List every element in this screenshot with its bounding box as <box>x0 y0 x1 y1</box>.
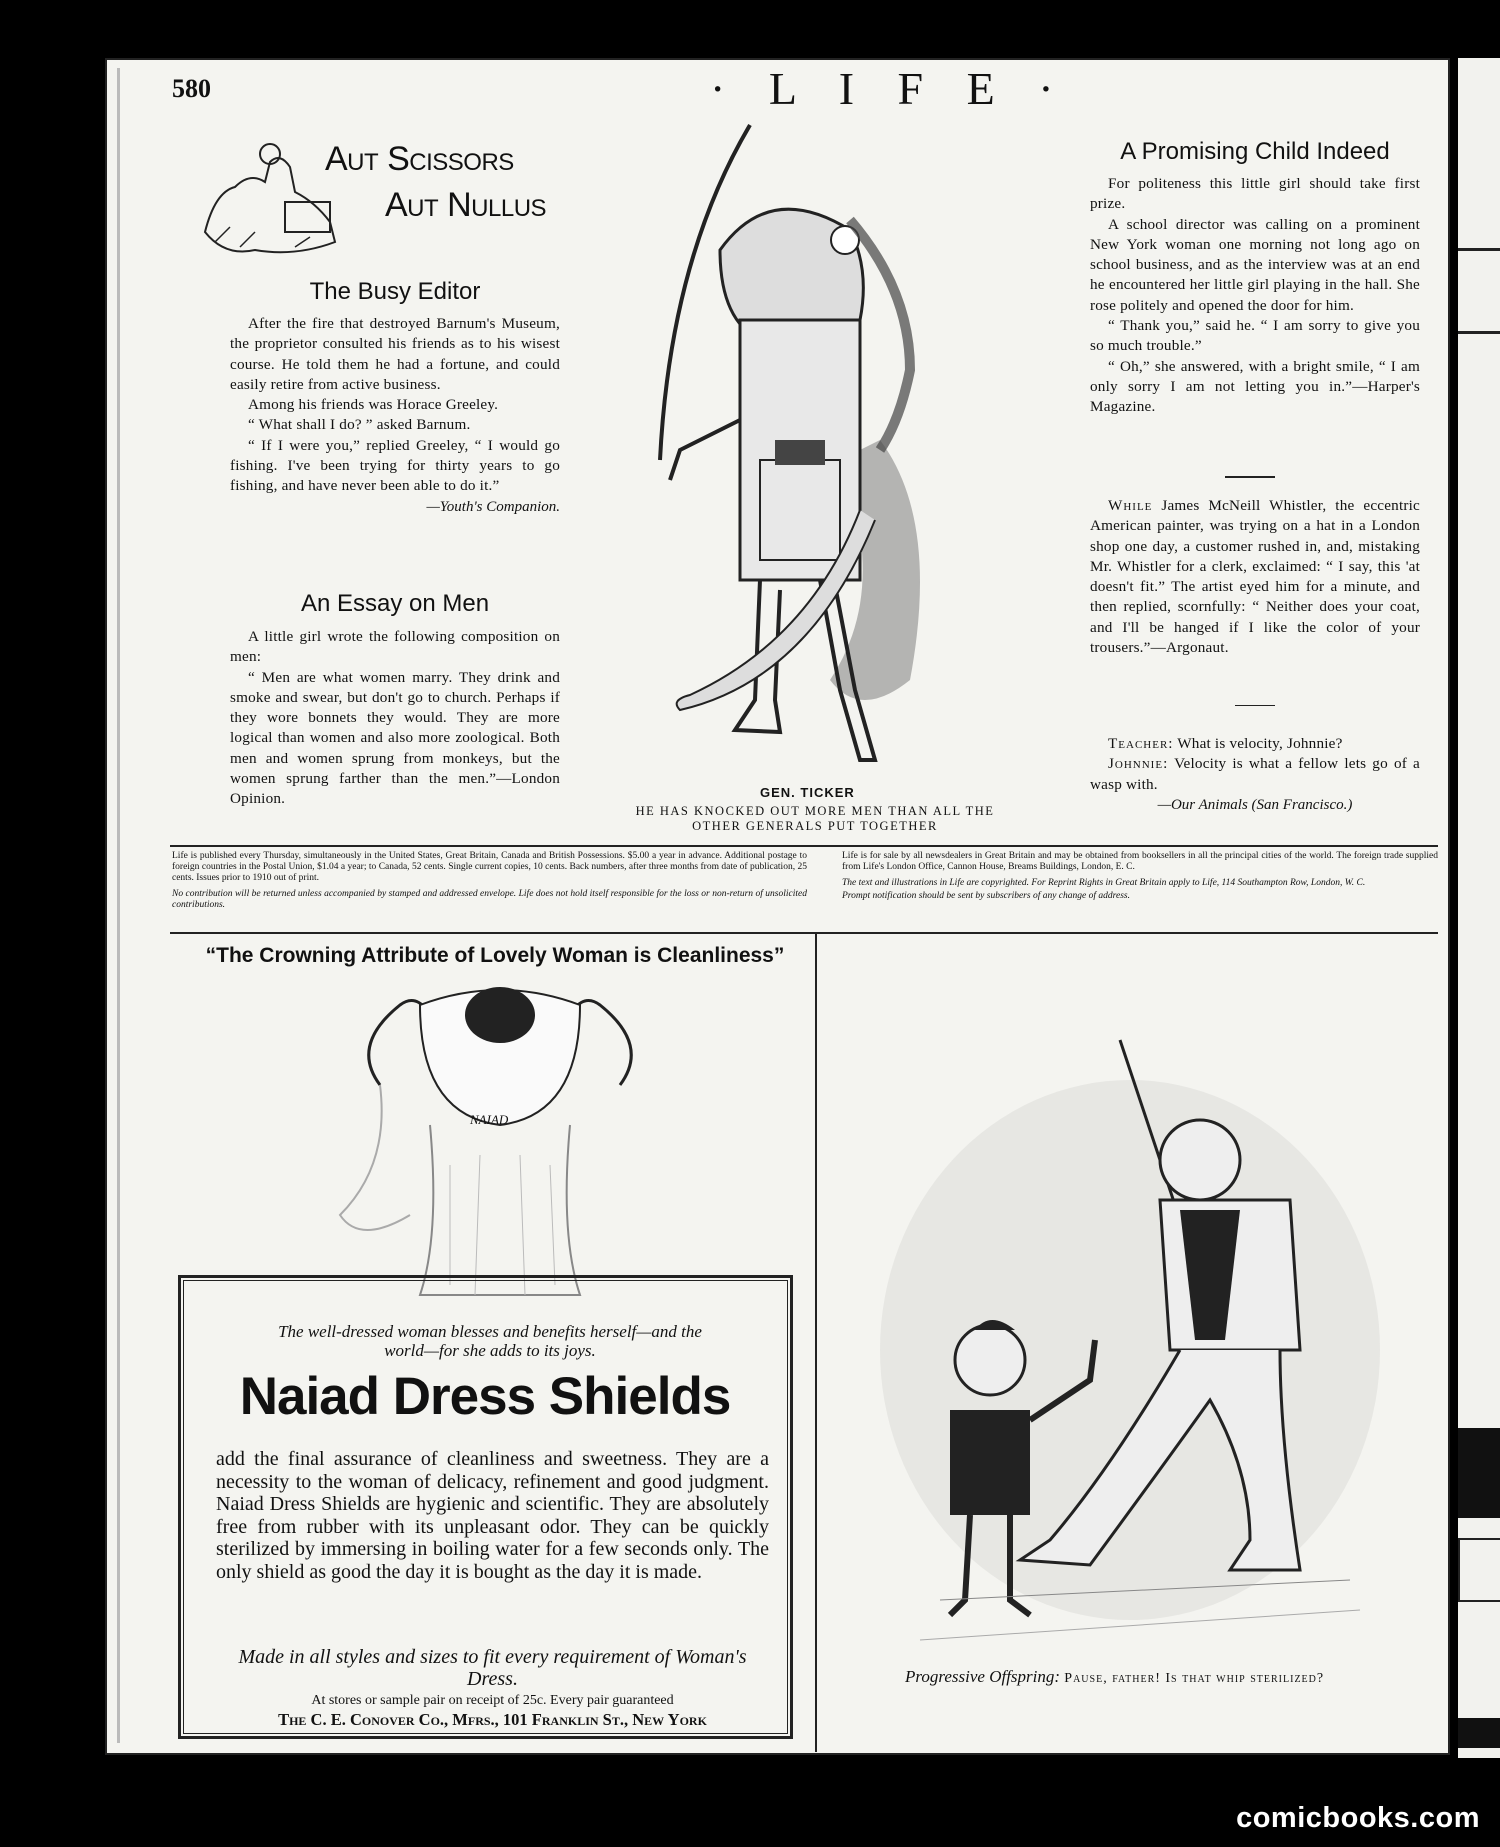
masthead-life: · L I F E · <box>710 63 1070 114</box>
notice-bottom-rule <box>170 932 1438 934</box>
whistler-anecdote <box>1090 496 1420 658</box>
essay-paragraph: “ Men are what women marry. They drink and smoke and swear, but don't go to church. Perhaps if they wore bonnets they would. They are more logical than women and also more zoological. Both men and women sprung from monkeys, but the women sprung farther than the men.”—London Opinion. <box>230 668 560 808</box>
naiad-ad-headline: “The Crowning Attribute of Lovely Woman is Cleanliness” <box>205 944 785 967</box>
essay-article <box>230 627 560 810</box>
whistler-text: James McNeill Whistler, the eccentric American painter, was trying on a hat in a London shop one day, a customer rushed in, and, mistaking Mr. Whistler for a clerk, exclaimed: “ I say, this 'at doesn't fit.” The artist eyed him for a minute, and then replied, scornfully: “ Neither does your coat, and I'll be hanged if I like the color of your trousers.”—Argonaut. <box>1090 497 1420 657</box>
velocity-joke <box>1090 734 1420 814</box>
busy-editor-paragraph: “ What shall I do? ” asked Barnum. <box>248 416 471 434</box>
busy-editor-source: —Youth's Companion. <box>426 498 560 515</box>
naiad-intro: The well-dressed woman blesses and benefits herself—and the world—for she adds to its joys. <box>278 1322 702 1360</box>
gen-ticker-cartoon <box>610 120 1000 780</box>
busy-editor-paragraph: After the fire that destroyed Barnum's Museum, the proprietor consulted his friends as to his wisest course. He told them he had a fortune, and could easily retire from active business. <box>230 315 560 393</box>
editor-vignette-illustration <box>195 132 345 262</box>
notice-right-italic: The text and illustrations in Life are copyrighted. For Reprint Rights in Great Britain apply to Life, 114 Southampton Row, London, W. C. <box>842 878 1366 888</box>
promising-child-paragraph: “ Oh,” she answered, with a bright smile, “ I am only sorry I am not letting you in.”—Harper's Magazine. <box>1090 357 1420 416</box>
promising-child-article <box>1090 174 1420 418</box>
promising-child-paragraph: A school director was calling on a prominent New York woman one morning not long ago on school business, and as the interview was at an end he encountered her little girl playing in the hall. She rose politely and opened the door for him. <box>1090 215 1420 314</box>
promising-child-paragraph: For politeness this little girl should take first prize. <box>1090 175 1420 213</box>
section-divider <box>1235 705 1275 706</box>
notice-left-italic: No contribution will be returned unless accompanied by stamped and addressed envelope. Life does not hold itself responsible for the loss or non-return of unsolicited contributions. <box>172 889 807 910</box>
notice-left-text: Life is published every Thursday, simultaneously in the United States, Great Britain, Canada and British Possessions. $5.00 a year in advance. Additional postage to foreign countries in the Postal Union, $1.04 a year; to Canada, 52 cents. Single current copies, 10 cents. Back numbers, after three months from date of publication, 25 cents. Issues prior to 1910 out of print. <box>172 851 807 883</box>
cartoon-right-caption-text: Pause, father! Is that whip sterilized? <box>1064 1671 1325 1686</box>
publisher-notice-left <box>172 851 807 911</box>
notice-top-rule <box>170 845 1438 847</box>
busy-editor-paragraph: Among his friends was Horace Greeley. <box>248 396 499 414</box>
cartoon-caption: HE HAS KNOCKED OUT MORE MEN THAN ALL THE OTHER GENERALS PUT TOGETHER <box>635 804 995 833</box>
busy-editor-article <box>230 314 560 516</box>
promising-child-title: A Promising Child Indeed <box>1120 138 1390 165</box>
naiad-small-line: At stores or sample pair on receipt of 25c. Every pair guaranteed <box>311 1693 674 1708</box>
essay-paragraph: A little girl wrote the following composition on men: <box>230 628 560 666</box>
naiad-ad-body: add the final assurance of cleanliness and sweetness. They are a necessity to the woman of delicacy, refinement and good judgment. Naiad Dress Shields are hygienic and scientific. They are absolutely free from rubber with its unpleasant odor. They can be quickly sterilized by immersing in boiling water for a few seconds only. The only shield as good the day it is bought as the day it is made. <box>216 1448 769 1583</box>
naiad-italic-line: Made in all styles and sizes to fit every requirement of Woman's Dress. <box>238 1646 747 1690</box>
publisher-notice-right <box>842 851 1438 902</box>
progressive-offspring-cartoon <box>880 1020 1400 1660</box>
teacher-line: What is velocity, Johnnie? <box>1177 735 1343 752</box>
column-divider <box>815 934 817 1752</box>
promising-child-paragraph: “ Thank you,” said he. “ I am sorry to give you so much trouble.” <box>1090 317 1420 355</box>
cartoon-right-caption <box>905 1666 1425 1690</box>
velocity-source: —Our Animals (San Francisco.) <box>1157 796 1353 813</box>
notice-right-text: Life is for sale by all newsdealers in Great Britain and may be obtained from booksellers in all the principal cities of the world. The foreign trade supplied from Life's London Office, Cannon House, Breams Buildings, London, E. C. <box>842 851 1438 872</box>
heading-logo-line1: Aut Scissors <box>325 140 514 178</box>
naiad-company: The C. E. Conover Co., Mfrs., 101 Franklin St., New York <box>278 1710 707 1729</box>
cartoon-title: GEN. TICKER <box>760 785 855 800</box>
naiad-woman-illustration <box>320 985 680 1305</box>
adjacent-page-strip <box>1458 58 1500 1758</box>
page-number: 580 <box>172 74 211 103</box>
heading-logo-line2: Aut Nullus <box>385 186 547 224</box>
essay-title: An Essay on Men <box>300 590 490 617</box>
naiad-brand-title: Naiad Dress Shields <box>239 1367 731 1426</box>
notice-right-italic: Prompt notification should be sent by subscribers of any change of address. <box>842 891 1130 901</box>
whistler-lead: While <box>1108 497 1153 514</box>
busy-editor-paragraph: “ If I were you,” replied Greeley, “ I would go fishing. I've been trying for thirty years to go fishing, and have never been able to do it.” <box>230 436 560 495</box>
johnnie-line: Velocity is what a fellow lets go of a wasp with. <box>1090 755 1420 793</box>
section-divider <box>1225 476 1275 478</box>
johnnie-label: Johnnie: <box>1108 755 1169 773</box>
site-watermark: comicbooks.com <box>1236 1802 1480 1834</box>
naiad-shield-label: NAIAD <box>470 1112 509 1127</box>
busy-editor-title: The Busy Editor <box>309 278 481 305</box>
teacher-label: Teacher: <box>1108 735 1174 752</box>
cartoon-right-caption-italic: Progressive Offspring: <box>905 1667 1061 1686</box>
page-gutter-line <box>117 68 120 1743</box>
